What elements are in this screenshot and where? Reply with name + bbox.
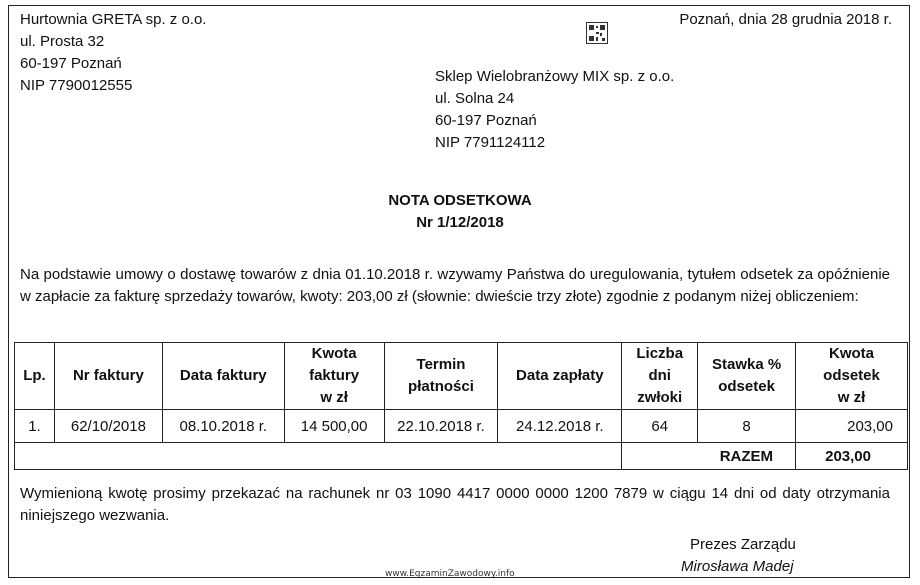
sender-city: 60-197 Poznań (20, 55, 122, 72)
header-text: Termin (416, 356, 466, 373)
sender-name: Hurtownia GRETA sp. z o.o. (20, 11, 207, 28)
header-text: Kwota (311, 345, 357, 362)
cell-interest-amount: 203,00 (796, 410, 908, 443)
header-invoice-number (54, 343, 162, 410)
recipient-street: ul. Solna 24 (435, 90, 515, 107)
recipient-name: Sklep Wielobranżowy MIX sp. z o.o. (435, 68, 675, 85)
document-title (0, 190, 920, 234)
recipient-nip: NIP 7791124112 (435, 134, 546, 151)
header-text: Liczba (636, 345, 684, 362)
header-text: w zł (320, 389, 348, 406)
sender-nip: NIP 7790012555 (20, 77, 133, 94)
cell-interest-rate: 8 (698, 410, 796, 443)
cell-invoice-date: 08.10.2018 r. (162, 410, 284, 443)
cell-payment-due: 22.10.2018 r. (384, 410, 498, 443)
header-text: Data zapłaty (516, 367, 604, 384)
interest-calculation-table (14, 342, 908, 470)
header-text: Lp. (23, 367, 46, 384)
recipient-city: 60-197 Poznań (435, 112, 537, 129)
total-row-blank (15, 443, 622, 470)
header-text: dni (648, 367, 671, 384)
table-header-row (15, 343, 908, 410)
header-text: faktury (309, 367, 360, 384)
cell-payment-date: 24.12.2018 r. (498, 410, 622, 443)
header-payment-date (498, 343, 622, 410)
table-total-row (15, 443, 908, 470)
watermark: www.EgzaminZawodowy.info (385, 569, 515, 579)
payment-instructions: Wymienioną kwotę prosimy przekazać na rachunek nr 03 1090 4417 0000 0000 1200 7879 w ciągu 14 dni od daty otrzymania niniejszego wezwania. (20, 485, 890, 524)
qr-code-icon (586, 22, 608, 44)
header-text: Nr faktury (72, 367, 144, 384)
cell-days-late: 64 (622, 410, 698, 443)
header-days-late (622, 343, 698, 410)
header-interest-amount (796, 343, 908, 410)
header-text: płatności (408, 378, 474, 395)
header-text: odsetek (823, 367, 880, 384)
header-text: zwłoki (637, 389, 683, 406)
recipient-block (435, 66, 674, 154)
total-label: RAZEM (622, 443, 796, 470)
table-row (15, 410, 908, 443)
place-and-date: Poznań, dnia 28 grudnia 2018 r. (679, 11, 892, 28)
header-text: Data faktury (179, 367, 267, 384)
signature-name: Mirosława Madej (681, 558, 794, 575)
cell-invoice-amount: 14 500,00 (284, 410, 384, 443)
header-text: w zł (837, 389, 866, 406)
header-invoice-date (162, 343, 284, 410)
header-lp (15, 343, 55, 410)
header-text: Kwota (829, 345, 875, 362)
header-invoice-amount (284, 343, 384, 410)
header-payment-due (384, 343, 498, 410)
sender-block (20, 9, 206, 97)
total-value: 203,00 (796, 443, 908, 470)
document-number: Nr 1/12/2018 (416, 214, 504, 231)
cell-lp: 1. (15, 410, 55, 443)
title-line: NOTA ODSETKOWA (388, 192, 532, 209)
header-text: odsetek (718, 378, 775, 395)
intro-paragraph: Na podstawie umowy o dostawę towarów z dnia 01.10.2018 r. wzywamy Państwa do uregulowania, tytułem odsetek za opóźnienie w zapłacie za fakturę sprzedaży towarów, kwoty: 203,00 zł (słownie: dwieście trzy złote) zgodnie z podanym niżej obliczeniem: (20, 266, 890, 305)
header-interest-rate (698, 343, 796, 410)
signature-role: Prezes Zarządu (690, 536, 796, 553)
header-text: Stawka % (711, 356, 782, 373)
cell-invoice-number: 62/10/2018 (54, 410, 162, 443)
sender-street: ul. Prosta 32 (20, 33, 105, 50)
